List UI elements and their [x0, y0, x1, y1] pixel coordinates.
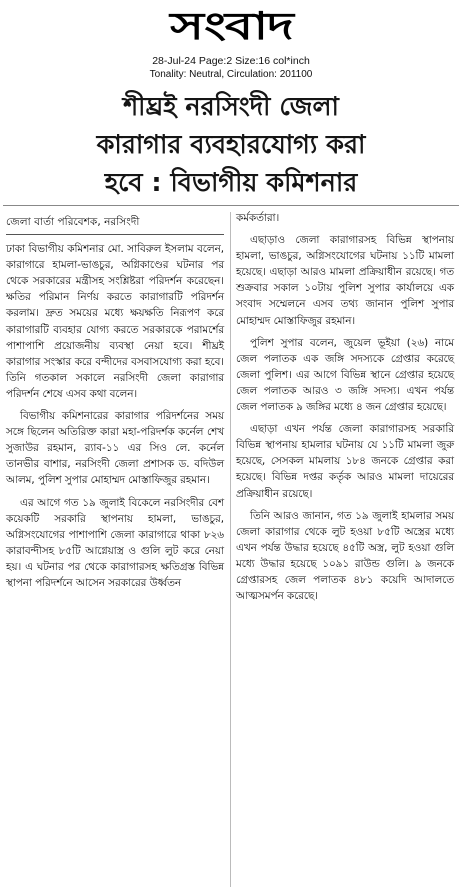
newspaper-logo: সংবাদ	[169, 4, 293, 48]
paragraph: এছাড়াও জেলা কারাগারসহ বিভিন্ন স্থাপনায় হামলা, ভাঙচুর, অগ্নিসংযোগের ঘটনায় ১১টি মামলা হয়েছে। এছাড়া আরও মামলা প্রক্রিয়াধীন রয়েছে। গত শুক্রবার সকাল ১০টায় পুলিশ সুপার কার্যালয়ে এক সংবাদ সম্মেলনে এসব তথ্য জানান পুলিশ সুপার মোহাম্মদ মোস্তাফিজুর রহমান।	[236, 234, 454, 327]
headline-divider	[3, 205, 459, 206]
paragraph: কর্মকর্তারা।	[236, 212, 280, 224]
paragraph: বিভাগীয় কমিশনারের কারাগার পরিদর্শনের সময় সঙ্গে ছিলেন অতিরিক্ত কারা মহা-পরিদর্শক কর্নেল শেখ সুজাউর রহমান, র‍্যাব-১১ এর সিও লে. কর্নেল তানভীর বাশার, নরসিংদী জেলা প্রশাসক ড. বদিউল আলম, পুলিশ সুপার মোহাম্মদ মোস্তাফিজুর রহমান।	[6, 410, 224, 487]
clipping-meta-date-page-size: 28-Jul-24 Page:2 Size:16 col*inch	[152, 55, 310, 67]
clipping-meta-tonality-circulation: Tonality: Neutral, Circulation: 201100	[149, 69, 313, 80]
article-byline: জেলা বার্তা পরিবেশক, নরসিংদী	[6, 216, 140, 228]
paragraph: তিনি আরও জানান, গত ১৯ জুলাই হামলার সময় জেলা কারাগার থেকে লুট হওয়া ৮৫টি অস্ত্রের মধ্যে এখন পর্যন্ত উদ্ধার হয়েছে ৪৫টি অস্ত্র, লুট হওয়া গুলি মধ্যে উদ্ধার হয়েছে ১০৯১ রাউন্ড গুলি। ৯ জনকে গ্রেপ্তারসহ জেল পলাতক ৪৮১ কয়েদি আদালতে আত্মসমর্পন করেছে।	[236, 509, 454, 603]
article-column-right	[236, 210, 454, 610]
article-headline	[0, 88, 462, 202]
paragraph: এছাড়া এখন পর্যন্ত জেলা কারাগারসহ সরকারি বিভিন্ন স্থাপনায় হামলার ঘটনায় যে ১১টি মামলা জুরু হয়েছে, সেসকল মামলায় ১৮৪ জনকে গ্রেপ্তার করা হয়েছে। বিভিন্ন দপ্তর কর্তৃক আরও মামলা দায়েরের প্রক্রিয়াধীন রয়েছে।	[236, 423, 454, 500]
paragraph: ঢাকা বিভাগীয় কমিশনার মো. সাবিরুল ইসলাম বলেন, কারাগারে হামলা-ভাঙচুর, অগ্নিকাণ্ডের ঘটনার পর থেকে সরকারের মন্ত্রীসহ সংশ্লিষ্টরা পরিদর্শন করেছেন। ক্ষতির পরিমান নির্ণয় করতে কারাগারটি পরিদর্শন করলাম। দ্রুত সময়ের মধ্যে ক্ষয়ক্ষতি নিরূপণ করে কারাগারটি ব্যবহার যোগ্য করতে সরকারকে পরামর্শের পাশাপাশি প্রয়োজনীয় ব্যবস্থা নেয়া হবে। শীঘ্রই কারাগার সংস্কার করে বন্দীদের বসবাসযোগ্য করা হবে। তিনি গতকাল সকালে নরসিংদী জেলা কারাগার পরিদর্শন শেষে এসব কথা বলেন।	[6, 243, 224, 400]
headline-line-1: শীঘ্রই নরসিংদী জেলা	[123, 92, 339, 122]
paragraph: পুলিশ সুপার বলেন, জুয়েল ভূইয়া (২৬) নামে জেল পলাতক এক জঙ্গি সদস্যকে গ্রেপ্তার করেছে জেলা পুলিশ। এর আগে বিভিন্ন স্থানে গ্রেপ্তার হয়েছে জেল পলাতক আরও ৩ জঙ্গি সদস্য। এখন পর্যন্ত জেল পলাতক ৯ জঙ্গির মধ্যে ৪ জন গ্রেপ্তার হয়েছে।	[236, 336, 454, 414]
masthead	[0, 0, 462, 52]
headline-line-3: হবে : বিভাগীয় কমিশনার	[104, 168, 358, 198]
column-divider	[230, 212, 231, 887]
byline-divider	[6, 234, 224, 235]
headline-line-2: কারাগার ব্যবহারযোগ্য করা	[96, 130, 366, 160]
paragraph: এর আগে গত ১৯ জুলাই বিকেলে নরসিংদীর বেশ কয়েকটি সরকারি স্থাপনায় হামলা, ভাঙচুর, অগ্নিসংযোগের পাশাপাশি জেলা কারাগারে থাকা ৮২৬ কারাবন্দীসহ ৮৫টি আগ্নেয়াস্ত্র ও গুলি লুট করে নেয়া হয়। এ ঘটনার পর থেকে কারাগারসহ ক্ষতিগ্রস্ত বিভিন্ন স্থাপনা পরিদর্শনে আসেন সরকারের উর্ধ্বতন	[6, 496, 224, 589]
article-column-left	[6, 214, 224, 597]
